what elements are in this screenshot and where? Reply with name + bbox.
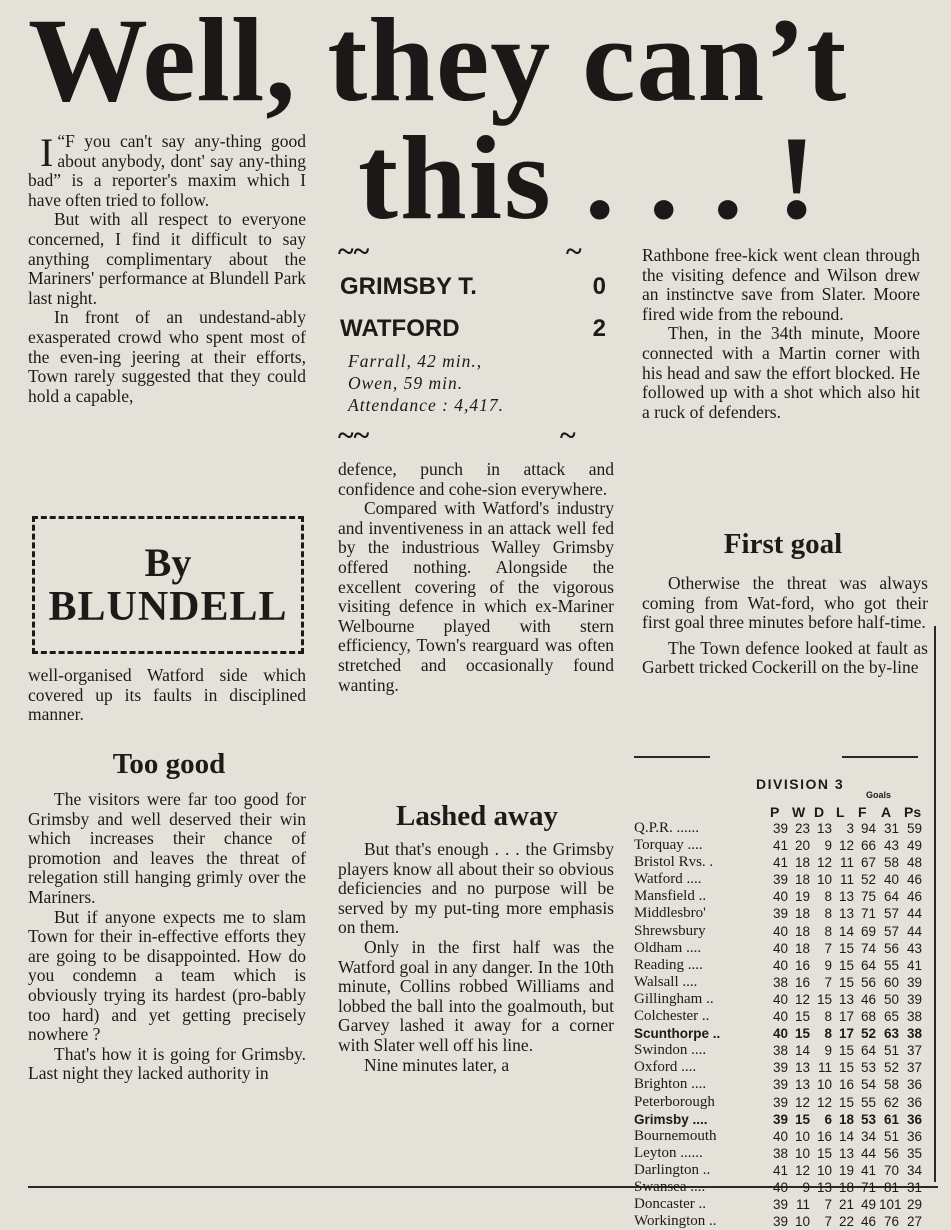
stat-w: 18 bbox=[794, 872, 810, 888]
stat-f: 75 bbox=[860, 889, 876, 905]
stat-ps: 44 bbox=[906, 923, 922, 939]
team-name: Colchester .. bbox=[634, 1008, 710, 1025]
stat-ps: 44 bbox=[906, 906, 922, 922]
stat-d: 12 bbox=[816, 855, 832, 871]
stat-ps: 37 bbox=[906, 1060, 922, 1076]
stat-a: 31 bbox=[883, 821, 899, 836]
stat-f: 56 bbox=[860, 974, 876, 990]
team-name: Oxford .... bbox=[634, 1059, 697, 1076]
stat-d: 8 bbox=[824, 889, 832, 905]
paragraph: That's how it is going for Grimsby. Last night they lacked authority in bbox=[28, 1043, 306, 1084]
stat-f: 49 bbox=[860, 1197, 876, 1213]
stat-p: 41 bbox=[772, 1162, 788, 1178]
stat-l: 13 bbox=[838, 991, 854, 1007]
stat-w: 18 bbox=[794, 940, 810, 956]
column-1-lower bbox=[28, 790, 306, 1084]
stat-l: 11 bbox=[839, 872, 854, 888]
stat-a: 56 bbox=[883, 940, 899, 956]
stat-a: 50 bbox=[883, 991, 899, 1007]
stat-w: 18 bbox=[794, 923, 810, 939]
subhead-too-good: Too good bbox=[112, 748, 226, 780]
column-2-lower bbox=[338, 840, 614, 1075]
stat-a: 58 bbox=[883, 855, 899, 871]
stat-l: 18 bbox=[838, 1111, 854, 1127]
team-name: Shrewsbury bbox=[634, 922, 706, 939]
stat-d: 10 bbox=[816, 1077, 832, 1093]
team-name: Swindon .... bbox=[634, 1042, 707, 1059]
table-row bbox=[634, 1213, 938, 1230]
stat-p: 41 bbox=[772, 855, 788, 871]
squiggle-ornament: ~ bbox=[560, 419, 576, 452]
paragraph: well-organised Watford side which covered up its faults in disciplined manner. bbox=[28, 665, 306, 725]
column-2 bbox=[338, 460, 614, 695]
home-score: 0 bbox=[592, 273, 606, 300]
stat-ps: 35 bbox=[906, 1145, 922, 1161]
stat-w: 13 bbox=[794, 1077, 810, 1093]
stat-p: 38 bbox=[772, 1043, 788, 1059]
stat-d: 11 bbox=[817, 1060, 832, 1076]
team-name: Bristol Rvs. . bbox=[634, 854, 714, 871]
attendance: Attendance : 4,417. bbox=[348, 395, 505, 415]
stat-l: 12 bbox=[838, 838, 854, 854]
stat-l: 15 bbox=[838, 1094, 854, 1110]
stat-l: 16 bbox=[838, 1077, 854, 1093]
table-row bbox=[634, 1179, 938, 1196]
paragraph: But with all respect to everyone concerned, I find it difficult to say anything complimentary about the Mariners' performance at Blundell Park last night. bbox=[28, 209, 306, 308]
stat-w: 19 bbox=[794, 889, 810, 905]
team-name: Middlesbro' bbox=[634, 905, 706, 922]
stat-p: 40 bbox=[772, 957, 788, 973]
paragraph: Otherwise the threat was always coming from Wat-ford, who got their first goal three minutes before half-time. bbox=[642, 573, 928, 633]
stat-ps: 31 bbox=[906, 1179, 922, 1195]
team-name: Reading .... bbox=[634, 956, 703, 973]
stat-d: 9 bbox=[824, 957, 832, 973]
stat-f: 52 bbox=[860, 1026, 876, 1042]
stat-d: 10 bbox=[816, 1162, 832, 1178]
stat-f: 53 bbox=[860, 1060, 876, 1076]
stat-a: 51 bbox=[883, 1043, 899, 1059]
stat-f: 46 bbox=[860, 1214, 876, 1230]
stat-l: 13 bbox=[838, 889, 854, 905]
stat-l: 15 bbox=[838, 957, 854, 973]
stat-w: 15 bbox=[794, 1009, 810, 1025]
away-score: 2 bbox=[592, 315, 606, 342]
table-header-w: W bbox=[792, 804, 806, 820]
stat-p: 40 bbox=[772, 1026, 788, 1042]
stat-a: 43 bbox=[883, 838, 899, 854]
byline-by: By bbox=[144, 540, 192, 585]
away-row bbox=[340, 308, 612, 350]
stat-ps: 46 bbox=[906, 889, 922, 905]
stat-ps: 46 bbox=[906, 872, 922, 888]
table-row bbox=[634, 888, 938, 905]
stat-p: 40 bbox=[772, 889, 788, 905]
stat-l: 11 bbox=[839, 855, 854, 871]
paragraph: Nine minutes later, a bbox=[364, 1054, 510, 1075]
table-row bbox=[634, 1008, 938, 1025]
stat-w: 18 bbox=[794, 855, 810, 871]
column-3-lower bbox=[642, 574, 928, 678]
stat-ps: 27 bbox=[906, 1214, 922, 1230]
stat-w: 23 bbox=[794, 821, 810, 836]
table-row bbox=[634, 1076, 938, 1093]
table-row bbox=[634, 923, 938, 940]
table-header-d: D bbox=[814, 804, 825, 820]
table-row bbox=[634, 940, 938, 957]
paragraph: Compared with Watford's industry and inventiveness in an attack well fed by the industrious Walley Grimsby offered nothing. Alongside the excellent covering of the vigorous visiting defence in which ex-Mariner Welbourne played with stern efficiency, Town's rearguard was often stretched and occasionally found wanting. bbox=[338, 498, 614, 695]
stat-f: 69 bbox=[860, 923, 876, 939]
drop-cap: I bbox=[40, 130, 54, 175]
stat-l: 21 bbox=[838, 1197, 854, 1213]
stat-p: 39 bbox=[772, 1111, 788, 1127]
stat-ps: 38 bbox=[906, 1026, 922, 1042]
stat-w: 12 bbox=[794, 1162, 810, 1178]
stat-l: 15 bbox=[838, 1060, 854, 1076]
team-name: Scunthorpe .. bbox=[634, 1026, 721, 1042]
stat-w: 10 bbox=[794, 1145, 810, 1161]
table-row bbox=[634, 1094, 938, 1111]
table-divider-left bbox=[634, 756, 710, 758]
stat-d: 6 bbox=[824, 1111, 832, 1127]
stat-d: 7 bbox=[824, 940, 832, 956]
stat-f: 53 bbox=[860, 1111, 876, 1127]
team-name: Torquay .... bbox=[634, 837, 703, 854]
team-name: Mansfield .. bbox=[634, 888, 707, 905]
stat-d: 8 bbox=[824, 923, 832, 939]
table-row bbox=[634, 1059, 938, 1076]
table-row bbox=[634, 1042, 938, 1059]
table-divider-right bbox=[842, 756, 918, 758]
table-title: DIVISION 3 bbox=[756, 776, 845, 792]
stat-d: 13 bbox=[816, 1179, 832, 1195]
stat-a: 52 bbox=[883, 1060, 899, 1076]
headline-line-1: Well, they can’t bbox=[28, 0, 848, 126]
paragraph: The visitors were far too good for Grimsby and well deserved their win which increases their chance of promotion and leaves the threat of relegation still hanging grimly over the Mariners. bbox=[28, 789, 306, 907]
stat-p: 40 bbox=[772, 991, 788, 1007]
home-team: GRIMSBY T. bbox=[340, 273, 477, 300]
stat-p: 38 bbox=[772, 974, 788, 990]
table-header-l: L bbox=[836, 804, 845, 820]
table-header-f: F bbox=[858, 804, 867, 820]
team-name: Bournemouth bbox=[634, 1127, 717, 1144]
table-row bbox=[634, 1111, 938, 1128]
stat-p: 39 bbox=[772, 1094, 788, 1110]
stat-a: 63 bbox=[883, 1026, 899, 1042]
team-name: Leyton ...... bbox=[634, 1144, 703, 1161]
table-row bbox=[634, 1025, 938, 1042]
stat-w: 16 bbox=[794, 957, 810, 973]
stat-l: 17 bbox=[838, 1009, 854, 1025]
stat-ps: 36 bbox=[906, 1077, 922, 1093]
paragraph: In front of an undestand-ably exasperated crowd who spent most of the even-ing jeering at their efforts, Town rarely suggested that they could hold a capable, bbox=[28, 307, 306, 406]
stat-l: 22 bbox=[838, 1214, 854, 1230]
table-header-ps: Ps bbox=[904, 804, 922, 820]
home-row bbox=[340, 266, 612, 308]
stat-l: 3 bbox=[846, 821, 854, 836]
stat-w: 20 bbox=[794, 838, 810, 854]
stat-w: 12 bbox=[794, 991, 810, 1007]
stat-l: 13 bbox=[838, 1145, 854, 1161]
stat-p: 39 bbox=[772, 821, 788, 836]
stat-p: 38 bbox=[772, 1145, 788, 1161]
table-row bbox=[634, 1145, 938, 1162]
stat-w: 10 bbox=[794, 1128, 810, 1144]
table-row bbox=[634, 905, 938, 922]
byline-name: BLUNDELL bbox=[48, 584, 288, 630]
scorer-2: Owen, 59 min. bbox=[348, 373, 464, 393]
paragraph: The Town defence looked at fault as Garbett tricked Cockerill on the by-line bbox=[642, 637, 928, 678]
team-name: Watford .... bbox=[634, 871, 702, 888]
table-row bbox=[634, 1162, 938, 1179]
table-row bbox=[634, 1128, 938, 1145]
stat-p: 39 bbox=[772, 1197, 788, 1213]
stat-l: 14 bbox=[838, 1128, 854, 1144]
table-row bbox=[634, 991, 938, 1008]
stat-f: 54 bbox=[860, 1077, 876, 1093]
stat-d: 9 bbox=[824, 838, 832, 854]
stat-ps: 41 bbox=[906, 957, 922, 973]
stat-f: 44 bbox=[860, 1145, 876, 1161]
stat-d: 15 bbox=[816, 991, 832, 1007]
stat-w: 15 bbox=[794, 1111, 810, 1127]
stat-f: 67 bbox=[860, 855, 876, 871]
stat-a: 57 bbox=[883, 906, 899, 922]
stat-a: 101 bbox=[879, 1197, 902, 1213]
stat-d: 7 bbox=[824, 1197, 832, 1213]
table-rows bbox=[634, 820, 938, 1230]
team-name: Walsall .... bbox=[634, 973, 698, 990]
stat-w: 18 bbox=[794, 906, 810, 922]
stat-d: 15 bbox=[816, 1145, 832, 1161]
opening-quote: “ bbox=[57, 131, 66, 151]
score-box bbox=[340, 266, 612, 416]
stat-l: 14 bbox=[838, 923, 854, 939]
stat-d: 8 bbox=[824, 906, 832, 922]
stat-a: 55 bbox=[883, 957, 899, 973]
team-name: Doncaster .. bbox=[634, 1196, 707, 1213]
stat-ps: 37 bbox=[906, 1043, 922, 1059]
intro-paragraph bbox=[28, 132, 306, 210]
column-1 bbox=[28, 132, 306, 406]
team-name: Q.P.R. ...... bbox=[634, 820, 700, 836]
stat-p: 39 bbox=[772, 1077, 788, 1093]
stat-p: 40 bbox=[772, 923, 788, 939]
stat-ps: 59 bbox=[906, 821, 922, 836]
stat-f: 64 bbox=[860, 1043, 876, 1059]
stat-w: 13 bbox=[794, 1060, 810, 1076]
paragraph: But that's enough . . . the Grimsby players know all about their so obvious deficiencies and no purpose will be served by my put-ting more emphasis on them. bbox=[338, 839, 614, 938]
stat-p: 40 bbox=[772, 940, 788, 956]
intro-text: F you can't say any-thing good about anybody, dont' say any-thing bad” is a reporter's maxim which I have often tried to follow. bbox=[28, 131, 306, 210]
stat-f: 71 bbox=[860, 906, 876, 922]
stat-f: 74 bbox=[860, 940, 876, 956]
stat-ps: 34 bbox=[906, 1162, 922, 1178]
stat-w: 10 bbox=[794, 1214, 810, 1230]
stat-a: 65 bbox=[883, 1009, 899, 1025]
stat-ps: 36 bbox=[906, 1128, 922, 1144]
table-row bbox=[634, 957, 938, 974]
stat-d: 8 bbox=[824, 1009, 832, 1025]
squiggle-ornament: ~~ bbox=[338, 419, 370, 452]
stat-p: 39 bbox=[772, 1214, 788, 1230]
stat-f: 64 bbox=[860, 957, 876, 973]
stat-w: 15 bbox=[794, 1026, 810, 1042]
stat-l: 18 bbox=[838, 1179, 854, 1195]
stat-d: 10 bbox=[816, 872, 832, 888]
stat-ps: 38 bbox=[906, 1009, 922, 1025]
stat-a: 62 bbox=[883, 1094, 899, 1110]
stat-p: 39 bbox=[772, 872, 788, 888]
stat-w: 12 bbox=[794, 1094, 810, 1110]
team-name: Peterborough bbox=[634, 1093, 715, 1110]
squiggle-ornament: ~~ bbox=[338, 235, 370, 268]
stat-a: 70 bbox=[883, 1162, 899, 1178]
team-name: Oldham .... bbox=[634, 939, 702, 956]
stat-ps: 48 bbox=[906, 855, 922, 871]
stat-a: 64 bbox=[883, 889, 899, 905]
stat-f: 46 bbox=[860, 991, 876, 1007]
goals-label: Goals bbox=[866, 790, 892, 800]
team-name: Grimsby .... bbox=[634, 1111, 708, 1127]
away-team: WATFORD bbox=[340, 315, 460, 342]
stat-a: 81 bbox=[883, 1179, 899, 1195]
team-name: Gillingham .. bbox=[634, 990, 714, 1007]
stat-p: 40 bbox=[772, 1009, 788, 1025]
stat-d: 8 bbox=[824, 1026, 832, 1042]
stat-d: 13 bbox=[816, 821, 832, 836]
byline-box bbox=[32, 516, 304, 654]
stat-d: 7 bbox=[824, 1214, 832, 1230]
stat-a: 57 bbox=[883, 923, 899, 939]
table-row bbox=[634, 1196, 938, 1213]
stat-l: 15 bbox=[838, 940, 854, 956]
paragraph: Only in the first half was the Watford goal in any danger. In the 10th minute, Collins robbed Williams and lobbed the ball into the goalmouth, but Garvey lashed it away for a corner with Slater well off his line. bbox=[338, 936, 614, 1055]
stat-f: 68 bbox=[860, 1009, 876, 1025]
stat-l: 13 bbox=[838, 906, 854, 922]
stat-a: 56 bbox=[883, 1145, 899, 1161]
column-1-continued bbox=[28, 666, 306, 725]
stat-f: 52 bbox=[860, 872, 876, 888]
stat-f: 71 bbox=[860, 1179, 876, 1195]
stat-p: 41 bbox=[772, 838, 788, 854]
stat-d: 16 bbox=[816, 1128, 832, 1144]
team-name: Darlington .. bbox=[634, 1161, 711, 1178]
stat-ps: 49 bbox=[906, 838, 922, 854]
table-header-a: A bbox=[881, 804, 892, 820]
stat-a: 51 bbox=[883, 1128, 899, 1144]
stat-a: 76 bbox=[883, 1214, 899, 1230]
stat-l: 17 bbox=[838, 1026, 854, 1042]
scorer-1: Farrall, 42 min., bbox=[348, 351, 483, 371]
stat-d: 12 bbox=[816, 1094, 832, 1110]
stat-w: 14 bbox=[794, 1043, 810, 1059]
table-row bbox=[634, 854, 938, 871]
stat-w: 16 bbox=[794, 974, 810, 990]
stat-l: 15 bbox=[838, 1043, 854, 1059]
stat-p: 40 bbox=[772, 1128, 788, 1144]
stat-d: 9 bbox=[824, 1043, 832, 1059]
stat-ps: 29 bbox=[906, 1197, 922, 1213]
stat-ps: 39 bbox=[906, 974, 922, 990]
team-name: Swansea .... bbox=[634, 1178, 706, 1195]
stat-ps: 36 bbox=[906, 1094, 922, 1110]
headline-line-2: this . . . ! bbox=[358, 111, 819, 244]
stat-w: 9 bbox=[802, 1179, 810, 1195]
stat-d: 7 bbox=[824, 974, 832, 990]
paragraph: But if anyone expects me to slam Town for their in-effective efforts they are going to be disappointed. How do you condemn a team which is obviously trying its hardest (pro-bably too hard) and yet getting precisely nowhere ? bbox=[28, 906, 306, 1045]
stat-a: 61 bbox=[883, 1111, 899, 1127]
stat-a: 58 bbox=[883, 1077, 899, 1093]
stat-l: 15 bbox=[838, 974, 854, 990]
stat-f: 66 bbox=[860, 838, 876, 854]
stat-w: 11 bbox=[795, 1197, 810, 1213]
stat-a: 60 bbox=[883, 974, 899, 990]
stat-f: 41 bbox=[860, 1162, 876, 1178]
table-row bbox=[634, 871, 938, 888]
squiggle-ornament: ~ bbox=[566, 235, 582, 268]
stat-p: 40 bbox=[772, 1179, 788, 1195]
stat-p: 39 bbox=[772, 906, 788, 922]
table-row bbox=[634, 820, 938, 837]
stat-a: 40 bbox=[883, 872, 899, 888]
stat-ps: 39 bbox=[906, 991, 922, 1007]
subhead-lashed-away: Lashed away bbox=[396, 800, 558, 832]
column-3 bbox=[642, 246, 920, 422]
team-name: Brighton .... bbox=[634, 1076, 707, 1093]
paragraph: defence, punch in attack and confidence and cohe-sion everywhere. bbox=[338, 459, 614, 499]
stat-f: 55 bbox=[860, 1094, 876, 1110]
table-row bbox=[634, 974, 938, 991]
stat-l: 19 bbox=[838, 1162, 854, 1178]
team-name: Workington .. bbox=[634, 1213, 717, 1230]
paragraph: Then, in the 34th minute, Moore connected with a Martin corner with his head and saw the effort blocked. He followed up with a shot which also hit a ruck of defenders. bbox=[642, 323, 920, 422]
stat-ps: 36 bbox=[906, 1111, 922, 1127]
subhead-first-goal: First goal bbox=[723, 528, 843, 560]
paragraph: Rathbone free-kick went clean through the visiting defence and Wilson drew an instinctve save from Slater. Moore fired wide from the rebound. bbox=[642, 245, 920, 324]
stat-p: 39 bbox=[772, 1060, 788, 1076]
table-header-p: P bbox=[770, 804, 780, 820]
stat-f: 34 bbox=[860, 1128, 876, 1144]
table-row bbox=[634, 837, 938, 854]
stat-f: 94 bbox=[860, 821, 876, 836]
stat-ps: 43 bbox=[906, 940, 922, 956]
